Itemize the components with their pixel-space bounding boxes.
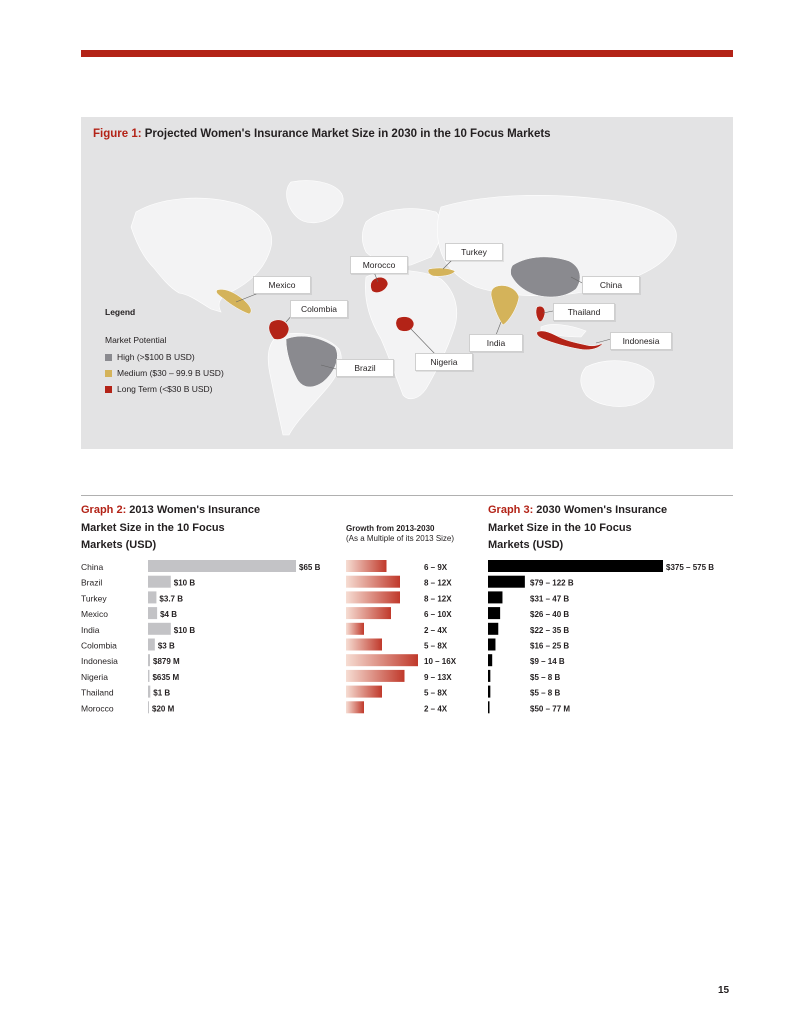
legend-label-medium: Medium ($30 – 99.9 B USD) [117, 368, 224, 378]
graph-3-title-text-1: 2030 Women's Insurance [536, 504, 668, 516]
legend-label-high: High (>$100 B USD) [117, 352, 195, 362]
bar-2013-thailand [148, 686, 150, 698]
category-label-nigeria: Nigeria [81, 671, 108, 682]
bar-growth-china [346, 560, 387, 572]
value-label-growth-nigeria: 9 – 13X [424, 672, 452, 682]
bar-growth-india [346, 623, 364, 635]
bar-2013-colombia [148, 639, 155, 651]
callout-brazil: Brazil [336, 359, 394, 377]
bar-2030-turkey [488, 591, 502, 603]
page-number: 15 [718, 985, 730, 996]
value-label-2030-indonesia: $9 – 14 B [530, 657, 565, 667]
bar-2013-indonesia [148, 654, 150, 666]
graph-2-title-text-1: 2013 Women's Insurance [129, 504, 261, 516]
value-label-2013-brazil: $10 B [173, 578, 196, 588]
growth-subtitle: (As a Multiple of its 2013 Size) [346, 534, 455, 543]
value-label-growth-indonesia: 10 – 16X [424, 657, 457, 667]
bar-growth-thailand [346, 686, 382, 698]
bar-2030-mexico [488, 607, 500, 619]
graph-2-prefix: Graph 2: [81, 504, 127, 516]
category-label-thailand: Thailand [81, 687, 114, 698]
graph-3-title-line-2: Market Size in the 10 Focus [488, 521, 632, 534]
graph-3-title-line-3: Markets (USD) [488, 539, 564, 551]
value-label-2013-colombia: $3 B [157, 641, 175, 651]
legend-label-long-term: Long Term (<$30 B USD) [117, 384, 213, 394]
category-label-brazil: Brazil [81, 577, 103, 588]
value-label-2013-morocco: $20 M [152, 704, 175, 714]
callout-nigeria: Nigeria [415, 353, 473, 371]
callout-thailand: Thailand [553, 303, 615, 321]
value-label-2013-nigeria: $635 M [152, 672, 180, 682]
callout-morocco: Morocco [350, 256, 408, 274]
callout-china: China [582, 276, 640, 294]
callout-colombia: Colombia [290, 300, 348, 318]
bar-2013-morocco [148, 701, 149, 713]
bar-2030-nigeria [488, 670, 490, 682]
value-label-2030-thailand: $5 – 8 B [530, 688, 561, 698]
value-label-2013-india: $10 B [173, 625, 196, 635]
value-label-growth-morocco: 2 – 4X [424, 704, 448, 714]
value-label-growth-turkey: 8 – 12X [424, 594, 452, 604]
legend-title: Legend [105, 307, 136, 317]
category-label-mexico: Mexico [81, 609, 108, 620]
graph-2-title-line-3: Markets (USD) [81, 539, 157, 551]
bar-growth-colombia [346, 639, 382, 651]
category-label-morocco: Morocco [81, 703, 114, 714]
bar-growth-morocco [346, 701, 364, 713]
graph-3-prefix: Graph 3: [488, 504, 534, 516]
figure-1-prefix: Figure 1: [93, 128, 142, 140]
category-label-indonesia: Indonesia [81, 656, 118, 667]
value-label-2030-brazil: $79 – 122 B [530, 578, 574, 588]
bar-growth-turkey [346, 591, 400, 603]
callout-mexico: Mexico [253, 276, 311, 294]
value-label-growth-china: 6 – 9X [424, 563, 448, 572]
bar-2030-indonesia [488, 654, 492, 666]
value-label-2030-china: $375 – 575 B [666, 563, 715, 572]
value-label-2013-mexico: $4 B [160, 610, 178, 620]
value-label-2013-thailand: $1 B [153, 688, 171, 698]
category-label-china: China [81, 562, 104, 572]
value-label-2030-morocco: $50 – 77 M [530, 704, 571, 714]
graph-2-title-line-2: Market Size in the 10 Focus [81, 521, 225, 534]
bar-growth-brazil [346, 576, 400, 588]
bar-growth-nigeria [346, 670, 405, 682]
value-label-growth-brazil: 8 – 12X [424, 578, 452, 588]
bar-2013-turkey [148, 591, 156, 603]
bar-2030-colombia [488, 639, 495, 651]
value-label-2030-turkey: $31 – 47 B [530, 594, 570, 604]
bar-2013-mexico [148, 607, 157, 619]
category-label-india: India [81, 624, 100, 635]
value-label-2030-colombia: $16 – 25 B [530, 641, 570, 651]
growth-title: Growth from 2013-2030 [346, 524, 435, 533]
value-label-2013-china: $65 B [299, 563, 321, 572]
bar-2030-morocco [488, 701, 490, 713]
value-label-growth-mexico: 6 – 10X [424, 610, 452, 620]
category-label-colombia: Colombia [81, 640, 117, 651]
legend-subtitle: Market Potential [105, 335, 167, 345]
value-label-2030-india: $22 – 35 B [530, 625, 570, 635]
value-label-2030-nigeria: $5 – 8 B [530, 672, 561, 682]
bar-growth-mexico [346, 607, 391, 619]
value-label-growth-thailand: 5 – 8X [424, 688, 448, 698]
value-label-growth-india: 2 – 4X [424, 625, 448, 635]
figure-1-title-text: Projected Women's Insurance Market Size in 2030 in the 10 Focus Markets [144, 128, 551, 140]
value-label-2030-mexico: $26 – 40 B [530, 610, 570, 620]
bar-2030-thailand [488, 686, 490, 698]
callout-indonesia: Indonesia [610, 332, 672, 350]
value-label-2013-indonesia: $879 M [153, 657, 180, 667]
value-label-growth-colombia: 5 – 8X [424, 641, 448, 651]
bar-2013-china [148, 560, 296, 572]
callout-india: India [469, 334, 523, 352]
bar-2013-brazil [148, 576, 171, 588]
bar-growth-indonesia [346, 654, 418, 666]
bar-2030-brazil [488, 576, 525, 588]
bar-2030-china [488, 560, 663, 572]
value-label-2013-turkey: $3.7 B [159, 594, 184, 604]
category-label-turkey: Turkey [81, 593, 107, 604]
bar-2030-india [488, 623, 498, 635]
bar-2013-nigeria [148, 670, 149, 682]
callout-turkey: Turkey [445, 243, 503, 261]
bar-2013-india [148, 623, 171, 635]
